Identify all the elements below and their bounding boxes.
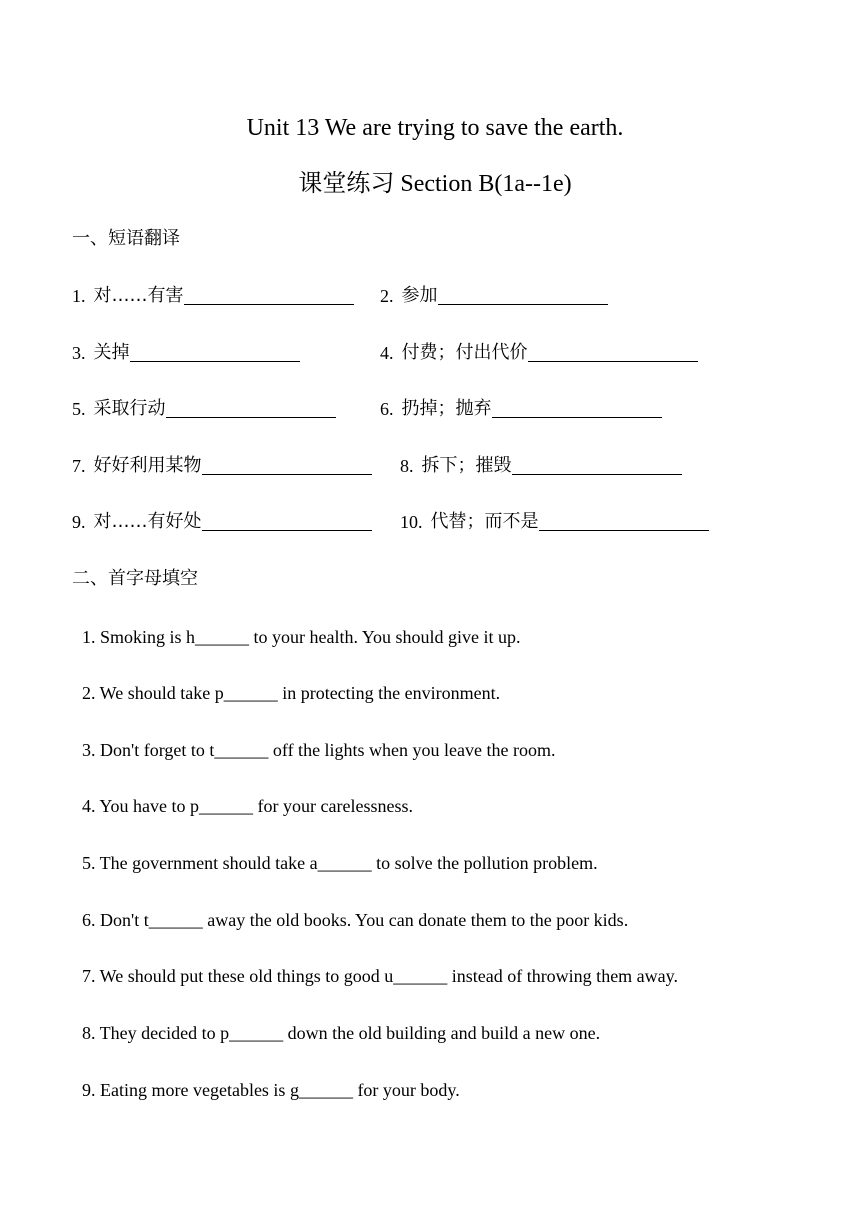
page-title: Unit 13 We are trying to save the earth. xyxy=(246,115,624,141)
phrase-text: 拆下；摧毁 xyxy=(421,455,512,476)
answer-blank[interactable] xyxy=(539,512,709,531)
phrase-number: 4. xyxy=(380,343,394,363)
answer-blank[interactable] xyxy=(492,399,662,418)
phrase-item xyxy=(72,454,372,478)
phrase-item xyxy=(72,397,336,421)
phrase-text: 对……有害 xyxy=(93,285,184,306)
section-heading-phrase-translation: 一、短语翻译 xyxy=(72,228,180,249)
phrase-text: 扔掉；抛弃 xyxy=(401,398,492,419)
phrase-number: 10. xyxy=(400,512,423,532)
exercise-sentence: 2. We should take p______ in protecting the environment. xyxy=(82,683,501,703)
exercise-sentence: 1. Smoking is h______ to your health. You should give it up. xyxy=(82,627,521,647)
section-heading-initial-letter-fill: 二、首字母填空 xyxy=(72,568,198,589)
phrase-item xyxy=(380,397,662,421)
answer-blank[interactable] xyxy=(130,343,300,362)
exercise-sentence: 6. Don't t______ away the old books. You can donate them to the poor kids. xyxy=(82,910,629,930)
page-subtitle: 课堂练习 Section B(1a--1e) xyxy=(298,171,572,197)
phrase-number: 5. xyxy=(72,399,86,419)
phrase-item xyxy=(72,341,300,365)
exercise-sentence: 7. We should put these old things to good u______ instead of throwing them away. xyxy=(82,966,678,986)
exercise-sentence: 3. Don't forget to t______ off the lights when you leave the room. xyxy=(82,740,556,760)
phrase-number: 7. xyxy=(72,456,86,476)
answer-blank[interactable] xyxy=(184,286,354,305)
phrase-item xyxy=(380,284,608,308)
answer-blank[interactable] xyxy=(166,399,336,418)
phrase-item xyxy=(400,454,682,478)
phrase-item xyxy=(72,284,354,308)
phrase-number: 2. xyxy=(380,286,394,306)
phrase-text: 关掉 xyxy=(93,342,130,363)
phrase-item xyxy=(72,510,372,534)
exercise-sentence: 8. They decided to p______ down the old building and build a new one. xyxy=(82,1023,601,1043)
phrase-text: 好好利用某物 xyxy=(93,455,202,476)
phrase-text: 对……有好处 xyxy=(93,511,202,532)
phrase-text: 参加 xyxy=(401,285,438,306)
exercise-sentence: 9. Eating more vegetables is g______ for your body. xyxy=(82,1080,460,1100)
phrase-item xyxy=(380,341,698,365)
phrase-text: 采取行动 xyxy=(93,398,166,419)
phrase-number: 6. xyxy=(380,399,394,419)
exercise-sentence: 5. The government should take a______ to solve the pollution problem. xyxy=(82,853,598,873)
phrase-number: 3. xyxy=(72,343,86,363)
answer-blank[interactable] xyxy=(528,343,698,362)
phrase-number: 9. xyxy=(72,512,86,532)
phrase-number: 8. xyxy=(400,456,414,476)
phrase-item xyxy=(400,510,709,534)
phrase-text: 付费；付出代价 xyxy=(401,342,528,363)
answer-blank[interactable] xyxy=(438,286,608,305)
answer-blank[interactable] xyxy=(202,456,372,475)
phrase-number: 1. xyxy=(72,286,86,306)
phrase-text: 代替；而不是 xyxy=(430,511,539,532)
answer-blank[interactable] xyxy=(202,512,372,531)
answer-blank[interactable] xyxy=(512,456,682,475)
exercise-sentence: 4. You have to p______ for your carelessness. xyxy=(82,796,413,816)
